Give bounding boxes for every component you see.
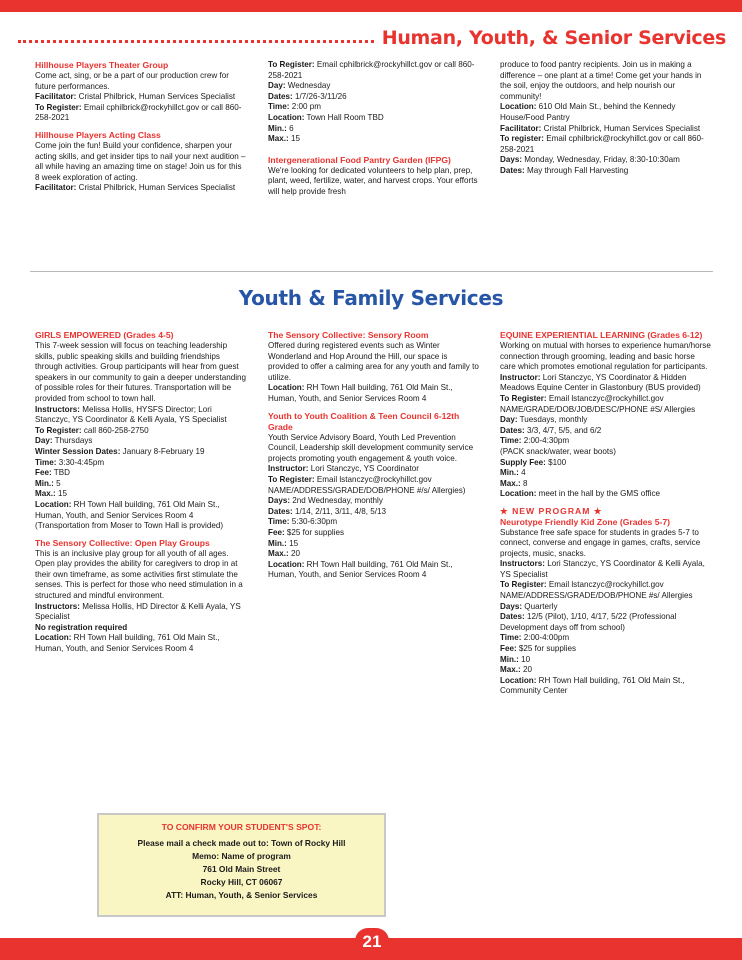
dates-line: Dates: 3/3, 4/7, 5/5, and 6/2 [500, 425, 602, 435]
top-column-3 [500, 60, 712, 177]
fee-line: Supply Fee: $100 [500, 457, 567, 467]
section-header [18, 22, 726, 54]
instructors-line: Instructors: Lori Stanczyc, YS Coordinator & Kelli Ayala, YS Specialist [500, 559, 705, 579]
min-line: Min.: 10 [500, 654, 531, 664]
location-line: Location: RH Town Hall building, 761 Old Main St., Human, Youth, and Senior Services Room 4 [268, 383, 453, 403]
facilitator-line: Facilitator: Cristal Philbrick, Human Services Specialist [35, 92, 236, 102]
facilitator-line: Facilitator: Cristal Philbrick, Human Services Specialist [500, 123, 701, 133]
youth-column-3 [500, 330, 712, 697]
max-line: Max.: 20 [268, 549, 300, 559]
program-description: Youth Service Advisory Board, Youth Led Prevention Council, Leadership skill development community service projects promoting youth engagement & youth voice. [268, 432, 474, 463]
min-line: Min.: 4 [500, 468, 526, 478]
instructors-line: Instructors: Melissa Hollis, HD Director & Kelli Ayala, YS Specialist [35, 601, 241, 622]
location-line: Location: RH Town Hall building, 761 Old Main St., Human, Youth, and Senior Services Room 4 [268, 559, 453, 580]
program-description: We're looking for dedicated volunteers to help plan, prep, plant, weed, fertilize, water, and harvest crops. Your efforts will help provide fresh [268, 165, 478, 196]
program-description: produce to food pantry recipients. Join us in making a difference – one plant at a time! Come get your hands in the soil, enjoy the outdoors, and help nourish our community! [500, 60, 702, 101]
program-title: Hillhouse Players Theater Group [35, 60, 169, 70]
time-line: Time: 2:00-4:00pm [500, 633, 570, 643]
program-title: Intergenerational Food Pantry Garden (IFPG) [268, 154, 451, 165]
day-line: Day: Thursdays [35, 436, 93, 446]
register-line: To Register: Email lstanczyc@rockyhillct.gov NAME/GRADE/DOB/JOB/DESC/PHONE #S/ Allergies [500, 393, 696, 414]
max-line: Max.: 15 [35, 489, 67, 499]
top-column-2 [268, 60, 480, 198]
days-line: Days: 2nd Wednesday, monthly [268, 496, 383, 506]
day-line: Day: Tuesdays, monthly [500, 415, 588, 425]
program-title: Neurotype Friendly Kid Zone (Grades 5-7) [500, 516, 670, 527]
fee-line: Fee: $25 for supplies [500, 644, 577, 654]
confirm-line: 761 Old Main Street [202, 864, 281, 874]
top-column-1 [35, 60, 247, 194]
confirm-spot-box [97, 813, 386, 917]
program-description: Come join the fun! Build your confidence, sharpen your acting skills, and get insider tips to nail your next audition – all while having an amazing time on stage! Join us for this 8 week exploration of acting. [35, 140, 246, 182]
program-description: This 7-week session will focus on teaching leadership skills, public speaking skills and building friendships through activities. Group participants will hear from guest speakers in our community to gain a deeper understanding of possible roles for their futures. Transportation will be provided from school to town hall. [35, 341, 247, 403]
max-line: Max.: 8 [500, 478, 528, 488]
fee-line: Fee: TBD [35, 468, 70, 478]
program-title: GIRLS EMPOWERED (Grades 4-5) [35, 330, 174, 340]
confirm-line: Rocky Hill, CT 06067 [200, 877, 283, 887]
section-title: Human, Youth, & Senior Services [381, 27, 726, 49]
program-description: This is an inclusive play group for all youth of all ages. Open play provides the ability for caregivers to drop in at their own timeframe, as some activities first stimulate the senses. This is perfect for those who need stimulation in a structured and mindful environment. [35, 548, 243, 601]
youth-column-2 [268, 330, 480, 581]
dates-line: Dates: May through Fall Harvesting [500, 165, 629, 175]
register-line: To Register: call 860-258-2750 [35, 425, 149, 435]
dates-line: Dates: 1/7/26-3/11/26 [268, 91, 347, 101]
register-line: To Register: Email lstanczyc@rockyhillct.gov NAME/ADDRESS/GRADE/DOB/PHONE #s/ Allergies [500, 580, 693, 601]
location-line: Location: RH Town Hall building, 761 Old Main St., Community Center [500, 675, 685, 696]
min-line: Min.: 15 [268, 538, 299, 548]
dotted-rule [18, 40, 374, 43]
program-title: The Sensory Collective: Open Play Groups [35, 537, 210, 548]
location-line: Location: RH Town Hall building, 761 Old Main St., Human, Youth, and Senior Services Room 4 [35, 633, 220, 654]
bring-note: (PACK snack/water, wear boots) [500, 446, 616, 456]
page-number: 21 [355, 928, 389, 954]
new-program-badge: ★ NEW PROGRAM ★ [500, 505, 603, 516]
confirm-title: TO CONFIRM YOUR STUDENT'S SPOT: [161, 822, 322, 832]
fee-line: Fee: $25 for supplies [268, 527, 345, 537]
location-line: Location: RH Town Hall building, 761 Old Main St., Human, Youth, and Senior Services Room 4 (Transportation from Moser to Town Hall is provided) [35, 499, 224, 531]
location-line: Location: 610 Old Main St., behind the Kennedy House/Food Pantry [500, 102, 676, 122]
min-line: Min.: 6 [268, 123, 294, 133]
program-title: Hillhouse Players Acting Class [35, 129, 161, 140]
register-line: To register: Email cphilbrick@rockyhillct.gov or call 860-258-2021 [500, 134, 704, 154]
program-description: Working on mutual with horses to experience human/horse connection through grooming, leading and basic horse care which promotes emotional regulation for participants. [500, 341, 711, 372]
register-line: To Register: Email cphilbrick@rockyhillct.gov or call 860-258-2021 [35, 102, 242, 123]
no-registration-note: No registration required [35, 622, 128, 632]
days-line: Days: Monday, Wednesday, Friday, 8:30-10:30am [500, 155, 680, 165]
top-red-bar [0, 0, 742, 12]
program-title: EQUINE EXPERIENTIAL LEARNING (Grades 6-12) [500, 330, 703, 340]
register-line: To Register: Email cphilbrick@rockyhillct.gov or call 860-258-2021 [268, 60, 475, 80]
confirm-line: ATT: Human, Youth, & Senior Services [165, 890, 318, 900]
program-description: Substance free safe space for students in grades 5-7 to connect, converse and engage in games, crafts, service projects, music, snacks. [500, 527, 701, 558]
program-description: Offered during registered events such as Winter Wonderland and Hop Around the Hill, our space is provided to offer a calming area for any youth and family to utilize. [268, 341, 479, 382]
facilitator-line: Facilitator: Cristal Philbrick, Human Services Specialist [35, 183, 236, 193]
youth-column-1 [35, 330, 247, 655]
dates-line: Dates: 1/14, 2/11, 3/11, 4/8, 5/13 [268, 506, 387, 516]
program-title: Youth to Youth Coalition & Teen Council 6-12th Grade [268, 410, 460, 432]
days-line: Days: Quarterly [500, 601, 558, 611]
session-dates-line: Winter Session Dates: January 8-February 19 [35, 446, 205, 456]
time-line: Time: 3:30-4:45pm [35, 457, 105, 467]
time-line: Time: 2:00 pm [268, 102, 321, 112]
section-divider [30, 271, 713, 272]
location-line: Location: meet in the hall by the GMS office [500, 489, 660, 499]
max-line: Max.: 20 [500, 665, 532, 675]
max-line: Max.: 15 [268, 134, 300, 144]
youth-section-title: Youth & Family Services [238, 286, 504, 310]
dates-line: Dates: 12/5 (Pilot), 1/10, 4/17, 5/22 (Professional Development days off from school) [500, 612, 677, 632]
instructor-line: Instructor: Lori Stanczyc, YS Coordinator [268, 464, 419, 474]
instructor-line: Instructor: Lori Stanczyc, YS Coordinator & Hidden Meadows Equine Center in Glastonbury (BUS provided) [500, 372, 701, 393]
program-description: Come act, sing, or be a part of our production crew for future performances. [35, 71, 229, 91]
day-line: Day: Wednesday [268, 81, 331, 91]
confirm-line: Memo: Name of program [192, 851, 291, 861]
instructors-line: Instructors: Melissa Hollis, HYSFS Director; Lori Stanczyc, YS Coordinator & Kelli Ayala, YS Specialist [35, 404, 227, 425]
time-line: Time: 5:30-6:30pm [268, 517, 338, 527]
time-line: Time: 2:00-4:30pm [500, 436, 570, 446]
location-line: Location: Town Hall Room TBD [268, 112, 384, 122]
register-line: To Register: Email lstanczyc@rockyhillct.gov NAME/ADDRESS/GRADE/DOB/PHONE #/s/ Allergies) [268, 474, 466, 495]
confirm-line: Please mail a check made out to: Town of Rocky Hill [137, 838, 346, 848]
program-title: The Sensory Collective: Sensory Room [268, 330, 429, 340]
min-line: Min.: 5 [35, 478, 61, 488]
